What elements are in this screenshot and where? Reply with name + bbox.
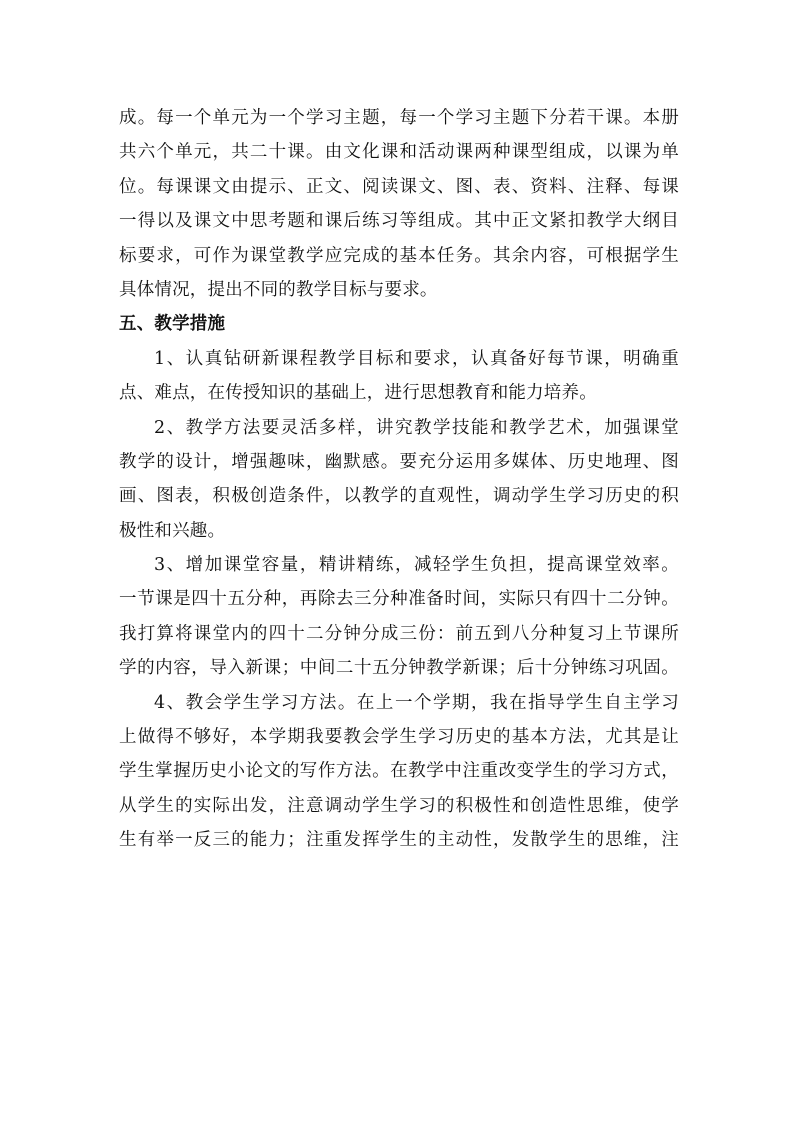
measure-2-paragraph <box>119 411 679 549</box>
text-line: 具体情况，提出不同的教学目标与要求。 <box>119 279 438 300</box>
text-line: 上做得不够好，本学期我要教会学生学习历史的基本方法，尤其是让 <box>119 727 679 748</box>
section-heading: 五、教学措施 <box>119 314 226 335</box>
text-line: 我打算将课堂内的四十二分钟分成三份：前五到八分种复习上节课所 <box>119 623 679 644</box>
text-line: 一得以及课文中思考题和课后练习等组成。其中正文紧扣教学大纲目 <box>119 211 679 232</box>
text-line: 2、教学方法要灵活多样，讲究教学技能和教学艺术，加强课堂 <box>154 417 679 438</box>
text-line: 一节课是四十五分种，再除去三分种准备时间，实际只有四十二分钟。 <box>119 589 679 610</box>
text-line: 学生掌握历史小论文的写作方法。在教学中注重改变学生的学习方式， <box>119 761 679 782</box>
text-line: 学的内容，导入新课；中间二十五分钟教学新课；后十分钟练习巩固。 <box>119 658 679 679</box>
text-line: 教学的设计，增强趣味，幽默感。要充分运用多媒体、历史地理、图 <box>119 451 679 472</box>
text-line: 从学生的实际出发，注意调动学生学习的积极性和创造性思维，使学 <box>119 795 679 816</box>
text-line: 1、认真钻研新课程教学目标和要求，认真备好每节课，明确重 <box>154 348 679 369</box>
text-line: 极性和兴趣。 <box>119 520 226 541</box>
intro-paragraph <box>119 101 679 307</box>
text-line: 点、难点，在传授知识的基础上，进行思想教育和能力培养。 <box>119 383 597 404</box>
text-line: 画、图表，积极创造条件，以教学的直观性，调动学生学习历史的积 <box>119 486 679 507</box>
measure-1-paragraph <box>119 342 679 411</box>
measure-3-paragraph <box>119 548 679 686</box>
text-line: 位。每课课文由提示、正文、阅读课文、图、表、资料、注释、每课 <box>119 176 679 197</box>
text-line: 成。每一个单元为一个学习主题，每一个学习主题下分若干课。本册 <box>119 108 679 128</box>
document-body <box>119 101 679 858</box>
text-line: 共六个单元，共二十课。由文化课和活动课两种课型组成，以课为单 <box>119 142 679 163</box>
measure-4-paragraph <box>119 686 679 858</box>
text-line: 4、教会学生学习方法。在上一个学期，我在指导学生自主学习 <box>154 692 679 713</box>
text-line: 3、增加课堂容量，精讲精练，减轻学生负担，提高课堂效率。 <box>154 555 679 576</box>
text-line: 标要求，可作为课堂教学应完成的基本任务。其余内容，可根据学生 <box>119 245 679 266</box>
text-line: 生有举一反三的能力；注重发挥学生的主动性，发散学生的思维，注 <box>119 830 679 851</box>
